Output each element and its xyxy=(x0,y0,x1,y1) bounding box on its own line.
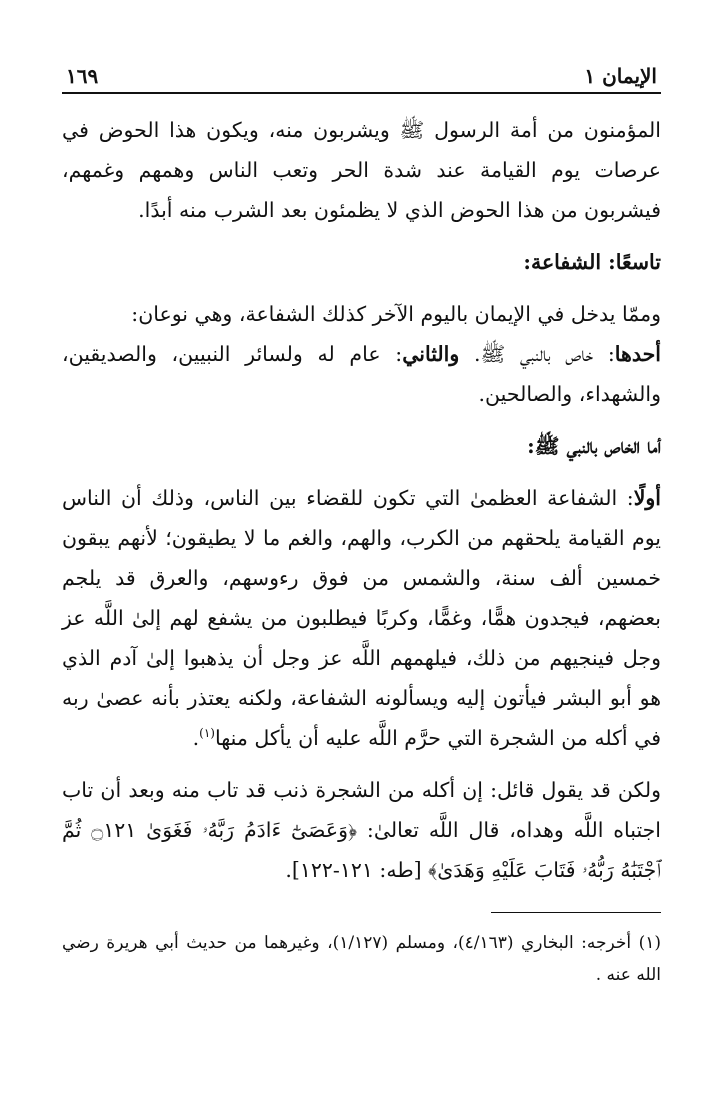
page-number: ١٦٩ xyxy=(66,64,99,88)
running-header xyxy=(62,56,661,94)
footnotes xyxy=(62,927,661,991)
paragraph-hawd: المؤمنون من أمة الرسول ﷺ ويشربون منه، ويكون هذا الحوض في عرصات يوم القيامة عند شدة الحر وتعب الناس وهمهم وغمهم، فيشربون من هذا الحوض الذي لا يظمئون بعد الشرب منه أبدًا. xyxy=(62,118,661,222)
header-title: الإيمان ١ xyxy=(584,64,657,88)
text-great-intercession: : الشفاعة العظمىٰ التي تكون للقضاء بين الناس، وذلك أن الناس يوم القيامة يلحقهم من الكرب، والهم، والغم ما لا يطيقون؛ لأنهم يبقون خمسين ألف سنة، والشمس من فوق رءوسهم، والعرق قد يلجم بعضهم، فيجدون همًّا، وغمًّا، وكربًا فيطلبون من يشفع لهم إلىٰ اللَّه عز وجل فينجيهم من ذلك، فيلهمهم اللَّه عز وجل أن يذهبوا إلىٰ آدم الذي هو أبو البشر فيأتون إليه ويسألونه الشفاعة، ولكنه يعتذر بأنه عصىٰ ربه في أكله من الشجرة التي حرَّم اللَّه عليه أن يأكل منها xyxy=(62,486,661,750)
paragraph-end: . xyxy=(192,726,200,750)
text-first: : خاص بالنبي ﷺ. xyxy=(473,342,615,366)
label-firstly: أولًا xyxy=(633,486,661,510)
section-heading-prophet: أما الخاص بالنبي ﷺ: xyxy=(527,434,661,458)
footnote-ref[interactable]: (١) xyxy=(199,726,215,741)
label-second: والثاني xyxy=(402,342,460,366)
section-heading-shafaa: تاسعًا: الشفاعة: xyxy=(523,250,661,274)
document-page xyxy=(62,56,661,1096)
footnote-1: (١) أخرجه: البخاري (٤/١٦٣)، ومسلم (١/١٢٧)، وغيرهما من حديث أبي هريرة رضي الله عنه . xyxy=(62,933,662,985)
paragraph-adam: ولكن قد يقول قائل: إن أكله من الشجرة ذنب قد تاب منه وبعد أن تاب اجتباه اللَّه وهداه، قال اللَّه تعالىٰ: ﴿وَعَصَىٰٓ ءَادَمُ رَبَّهُۥ فَغَوَىٰ ۝١٢١ ثُمَّ ٱجْتَبَٰهُ رَبُّهُۥ فَتَابَ عَلَيْهِ وَهَدَىٰ﴾ [طه: ١٢١-١٢٢]. xyxy=(62,778,661,882)
text-second: : عام له ولسائر النبيين، والصديقين، والشهداء، والصالحين. xyxy=(62,342,661,406)
paragraph-great-intercession xyxy=(62,478,661,758)
main-text xyxy=(62,110,661,890)
label-first: أحدها xyxy=(614,342,661,366)
footnote-divider xyxy=(491,912,661,913)
paragraph-shafaa-types: وممّا يدخل في الإيمان باليوم الآخر كذلك الشفاعة، وهي نوعان: xyxy=(131,302,661,326)
paragraph-shafaa-kinds xyxy=(62,334,661,414)
